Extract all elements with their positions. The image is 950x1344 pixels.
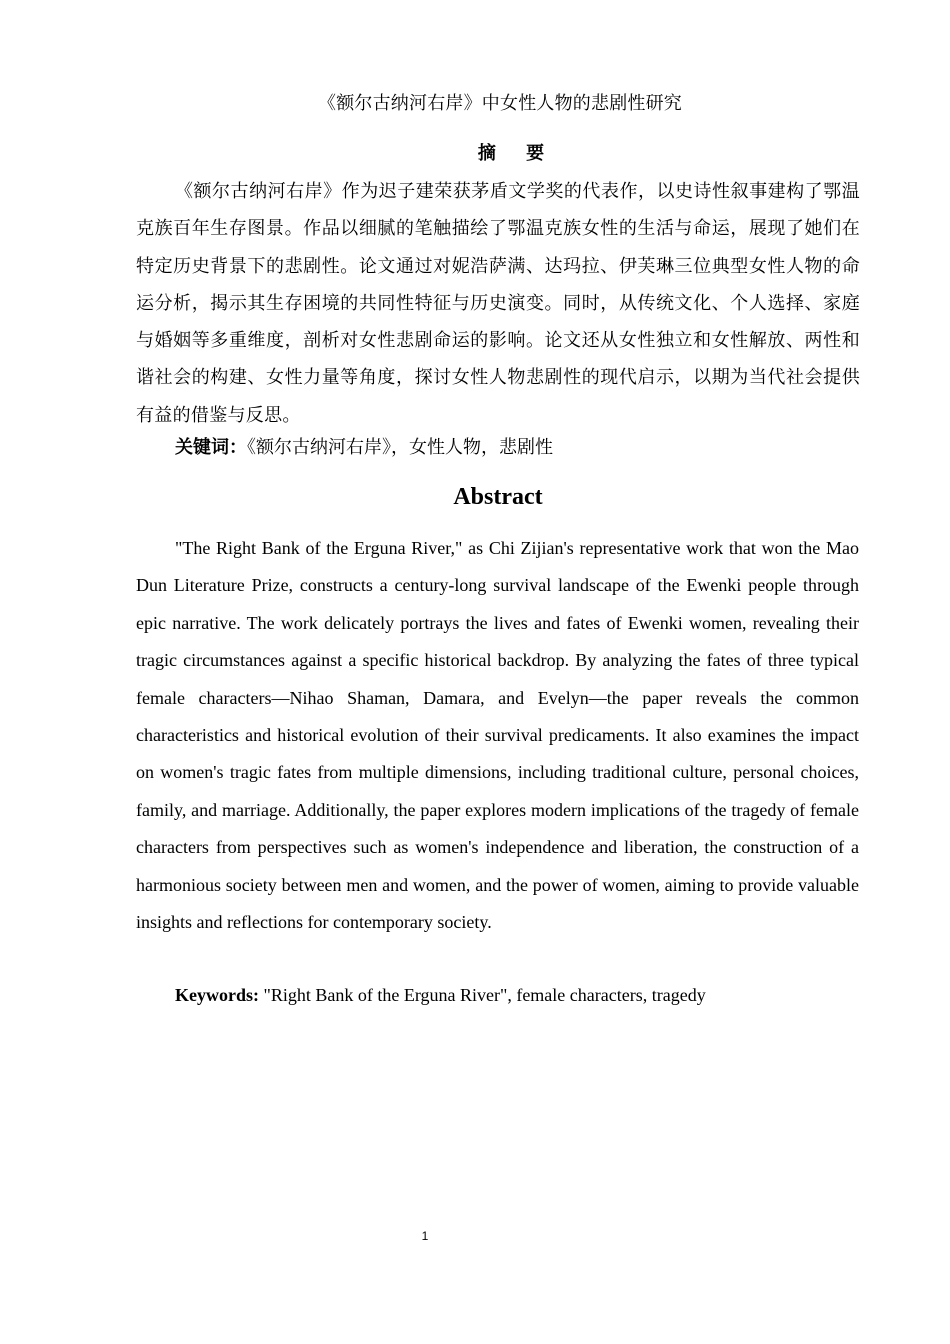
chinese-abstract-body: 《额尔古纳河右岸》作为迟子建荣获茅盾文学奖的代表作，以史诗性叙事建构了鄂温克族百年生存图景。作品以细腻的笔触描绘了鄂温克族女性的生活与命运，展现了她们在特定历史背景下的悲剧性。论文通过对妮浩萨满、达玛拉、伊芙琳三位典型女性人物的命运分析，揭示其生存困境的共同性特征与历史演变。同时，从传统文化、个人选择、家庭与婚姻等多重维度，剖析对女性悲剧命运的影响。论文还从女性独立和女性解放、两性和谐社会的构建、女性力量等角度，探讨女性人物悲剧性的现代启示，以期为当代社会提供有益的借鉴与反思。: [136, 181, 860, 426]
document-title-chinese: 《额尔古纳河右岸》中女性人物的悲剧性研究: [318, 93, 682, 114]
page-number: 1: [421, 1229, 429, 1243]
english-keywords-label: Keywords:: [175, 985, 259, 1005]
chinese-keywords-text: 《额尔古纳河右岸》，女性人物，悲剧性: [247, 437, 553, 458]
english-abstract-heading: Abstract: [453, 484, 543, 510]
english-keywords-text: "Right Bank of the Erguna River", female characters, tragedy: [259, 985, 706, 1005]
english-keywords-line: [175, 981, 865, 1009]
chinese-keywords-line: [175, 434, 865, 462]
chinese-keywords-label: 关键词：: [175, 437, 247, 458]
chinese-abstract-heading: 摘 要: [477, 143, 557, 164]
english-abstract-body: "The Right Bank of the Erguna River," as Chi Zijian's representative work that won the Mao Dun Literature Prize, constructs a century-long survival landscape of the Ewenki people through epic narrative. The work delicately portrays the lives and fates of Ewenki women, revealing their tragic circumstances against a specific historical backdrop. By analyzing the fates of three typical female characters—Nihao Shaman, Damara, and Evelyn—the paper reveals the common characteristics and historical evolution of their survival predicaments. It also examines the impact on women's tragic fates from multiple dimensions, including traditional culture, personal choices, family, and marriage. Additionally, the paper explores modern implications of the tragedy of female characters from perspectives such as women's independence and liberation, the construction of a harmonious society between men and women, and the power of women, aiming to provide valuable insights and reflections for contemporary society.: [136, 538, 859, 933]
